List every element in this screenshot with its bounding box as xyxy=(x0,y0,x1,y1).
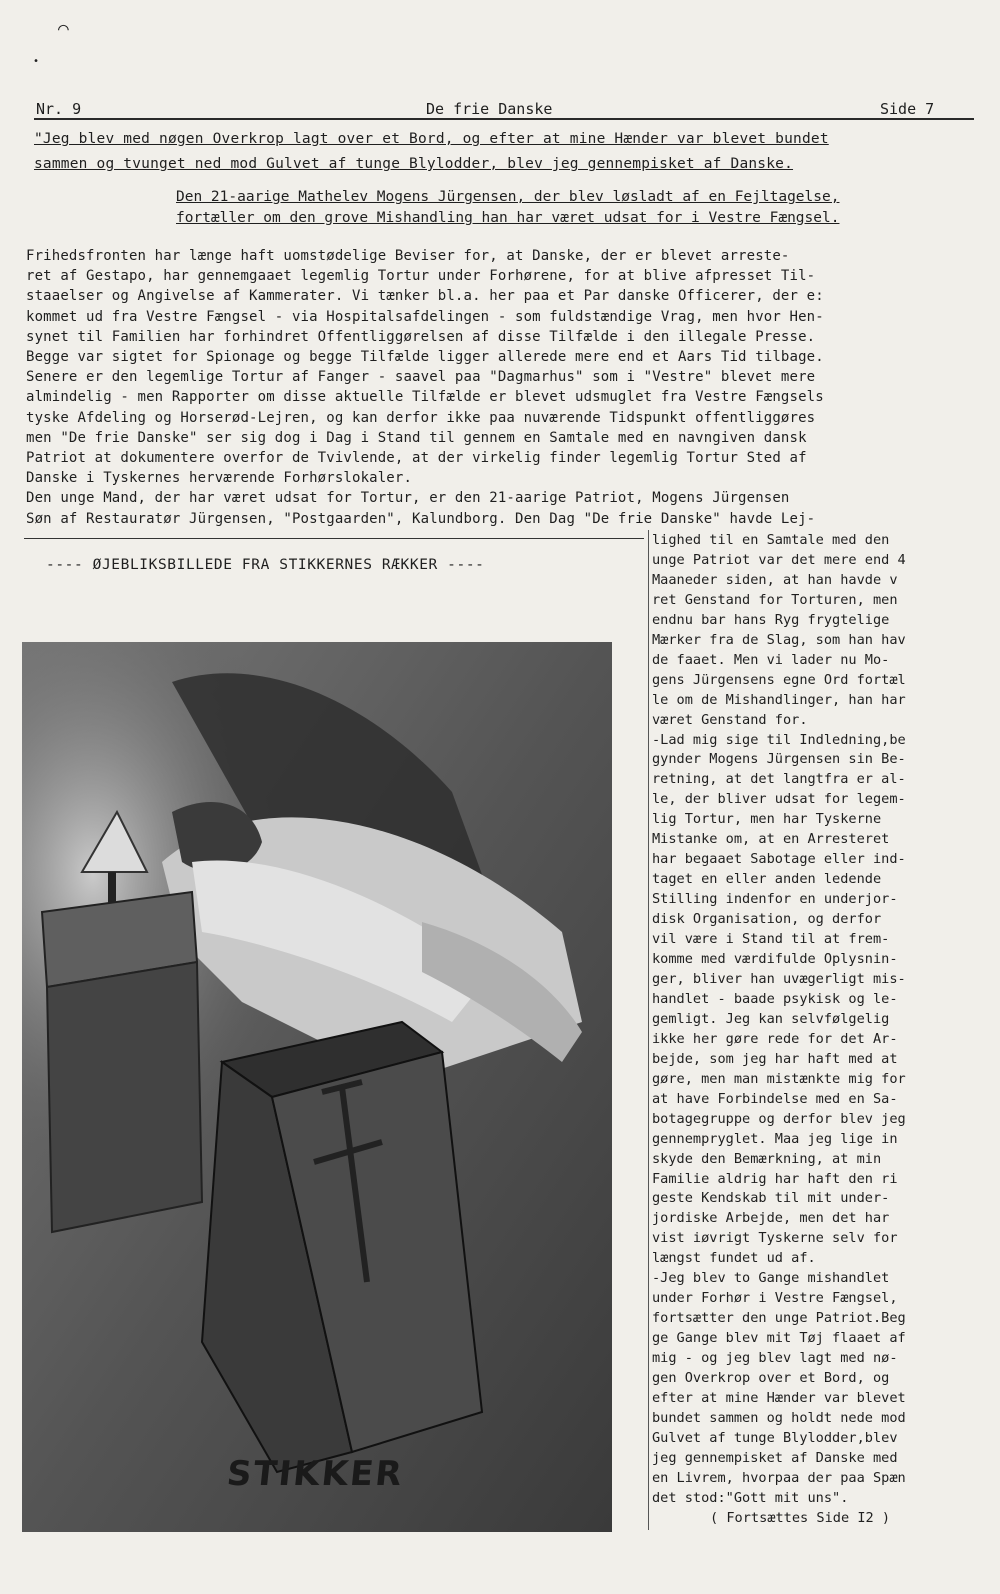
column-line: jordiske Arbejde, men det har xyxy=(652,1210,890,1227)
column-line: gynder Mogens Jürgensen sin Be- xyxy=(652,751,906,768)
column-line: jeg gennempisket af Danske med xyxy=(652,1449,898,1466)
column-line: -Jeg blev to Gange mishandlet xyxy=(652,1270,890,1287)
publication-title: De frie Danske xyxy=(426,100,553,118)
column-line: Maaneder siden, at han havde v xyxy=(652,571,898,588)
body-line: tyske Afdeling og Horserød-Lejren, og kan derfor ikke paa nuværende Tidspunkt offentliggøres xyxy=(26,409,816,426)
column-line: gemligt. Jeg kan selvfølgelig xyxy=(652,1010,890,1027)
image-caption: ---- ØJEBLIKSBILLEDE FRA STIKKERNES RÆKKER ---- xyxy=(46,557,485,573)
column-line: Stilling indenfor en underjor- xyxy=(652,891,898,908)
column-line: ret Genstand for Torturen, men xyxy=(652,591,898,608)
subheadline xyxy=(176,187,966,229)
column-line: disk Organisation, og derfor xyxy=(652,911,882,928)
column-line: Mistanke om, at en Arresteret xyxy=(652,831,890,848)
illustration-drawing xyxy=(22,642,612,1532)
page-header xyxy=(34,100,974,120)
column-divider xyxy=(648,530,649,1530)
body-line: Danske i Tyskernes herværende Forhørslokaler. xyxy=(26,470,413,487)
lead-line: "Jeg blev med nøgen Overkrop lagt over et Bord, og efter at mine Hænder var blevet bundet xyxy=(34,131,829,147)
column-line: gens Jürgensens egne Ord fortæl xyxy=(652,671,906,688)
column-line: gen Overkrop over et Bord, og xyxy=(652,1370,890,1387)
lead-quote xyxy=(34,127,964,177)
subhead-line: fortæller om den grove Mishandling han har været udsat for i Vestre Fængsel. xyxy=(176,210,840,226)
body-line: Senere er den legemlige Tortur af Fanger - saavel paa "Dagmarhus" som i "Vestre" blevet mere xyxy=(26,369,816,386)
column-line: bejde, som jeg har haft med at xyxy=(652,1050,898,1067)
continued-note: ( Fortsættes Side I2 ) xyxy=(710,1509,891,1526)
body-line: ret af Gestapo, har gennemgaaet legemlig Tortur under Forhørene, for at blive afpresset Til- xyxy=(26,268,816,285)
column-line: Gulvet af tunge Blylodder,blev xyxy=(652,1429,898,1446)
image-caption-box xyxy=(24,538,644,591)
column-line: fortsætter den unge Patriot.Beg xyxy=(652,1310,906,1327)
column-line: botagegruppe og derfor blev jeg xyxy=(652,1110,906,1127)
illustration-label: STIKKER xyxy=(224,1454,406,1494)
column-line: været Genstand for. xyxy=(652,711,808,728)
article-intro xyxy=(26,246,976,529)
body-line: Patriot at dokumentere overfor de Tvivlende, at der virkelig finder legemlig Tortur Sted af xyxy=(26,450,807,467)
column-line: skyde den Bemærkning, at min xyxy=(652,1150,882,1167)
column-line: lighed til en Samtale med den xyxy=(652,532,890,548)
column-line: lig Tortur, men har Tyskerne xyxy=(652,811,882,828)
column-line: handlet - baade psykisk og le- xyxy=(652,990,898,1007)
column-line: længst fundet ud af. xyxy=(652,1250,816,1267)
body-line: Frihedsfronten har længe haft uomstødelige Beviser for, at Danske, der er blevet arreste- xyxy=(26,248,790,264)
column-line: taget en eller anden ledende xyxy=(652,871,882,888)
column-line: vist iøvrigt Tyskerne selv for xyxy=(652,1230,898,1247)
column-line: en Livrem, hvorpaa der paa Spæn xyxy=(652,1469,906,1486)
column-line: bundet sammen og holdt nede mod xyxy=(652,1409,906,1426)
column-line: de faaet. Men vi lader nu Mo- xyxy=(652,651,890,668)
column-line: at have Forbindelse med en Sa- xyxy=(652,1090,898,1107)
column-line: Familie aldrig har haft den ri xyxy=(652,1170,898,1187)
column-line: ikke her gøre rede for det Ar- xyxy=(652,1030,898,1047)
ink-mark: ⌒ xyxy=(58,18,69,39)
column-line: har begaaet Sabotage eller ind- xyxy=(652,851,906,868)
column-line: gennempryglet. Maa jeg lige in xyxy=(652,1130,898,1147)
column-line: komme med værdifulde Oplysnin- xyxy=(652,951,898,968)
article-column xyxy=(652,531,982,1529)
column-line: mig - og jeg blev lagt med nø- xyxy=(652,1350,898,1367)
column-line: efter at mine Hænder var blevet xyxy=(652,1389,906,1406)
body-line: Søn af Restauratør Jürgensen, "Postgaarden", Kalundborg. Den Dag "De frie Danske" havde Lej- xyxy=(26,510,816,527)
body-line: men "De frie Danske" ser sig dog i Dag i Stand til gennem en Samtale med en navngiven dansk xyxy=(26,429,807,446)
column-line: -Lad mig sige til Indledning,be xyxy=(652,731,906,748)
column-line: det stod:"Gott mit uns". xyxy=(652,1489,849,1506)
lead-line: sammen og tvunget ned mod Gulvet af tunge Blylodder, blev jeg gennempisket af Danske. xyxy=(34,156,794,172)
body-line: almindelig - men Rapporter om disse aktuelle Tilfælde er blevet udsmuglet fra Vestre Fængsels xyxy=(26,389,824,406)
illustration xyxy=(22,642,612,1532)
subhead-line: Den 21-aarige Mathelev Mogens Jürgensen, der blev løsladt af en Fejltagelse, xyxy=(176,189,840,205)
column-line: le om de Mishandlinger, han har xyxy=(652,691,906,708)
column-line: gøre, men man mistænkte mig for xyxy=(652,1070,906,1087)
column-line: under Forhør i Vestre Fængsel, xyxy=(652,1290,898,1307)
body-line: kommet ud fra Vestre Fængsel - via Hospitalsafdelingen - som fuldstændige Vrag, men hvor Hen- xyxy=(26,308,824,325)
column-line: Mærker fra de Slag, som han hav xyxy=(652,631,906,648)
column-line: vil være i Stand til at frem- xyxy=(652,931,890,948)
page-number: Side 7 xyxy=(880,100,935,118)
nightstand xyxy=(47,962,202,1232)
body-line: staaelser og Angivelse af Kammerater. Vi tænker bl.a. her paa et Par danske Officerer, der e: xyxy=(26,288,824,305)
column-line: geste Kendskab til mit under- xyxy=(652,1190,890,1207)
body-line: Den unge Mand, der har været udsat for Tortur, er den 21-aarige Patriot, Mogens Jürgensen xyxy=(26,490,790,507)
body-line: synet til Familien har forhindret Offentliggørelsen af disse Tilfælde i den illegale Presse. xyxy=(26,328,816,345)
column-line: le, der bliver udsat for legem- xyxy=(652,791,906,808)
issue-number: Nr. 9 xyxy=(36,100,82,118)
column-line: unge Patriot var det mere end 4 xyxy=(652,551,906,568)
column-line: ger, bliver han uvægerligt mis- xyxy=(652,970,906,987)
column-line: retning, at det langtfra er al- xyxy=(652,771,906,788)
ink-dot: • xyxy=(33,56,40,67)
column-line: endnu bar hans Ryg frygtelige xyxy=(652,611,890,628)
column-line: ge Gange blev mit Tøj flaaet af xyxy=(652,1330,906,1347)
body-line: Begge var sigtet for Spionage og begge Tilfælde ligger allerede mere end et Aars Tid tilbage. xyxy=(26,349,824,366)
